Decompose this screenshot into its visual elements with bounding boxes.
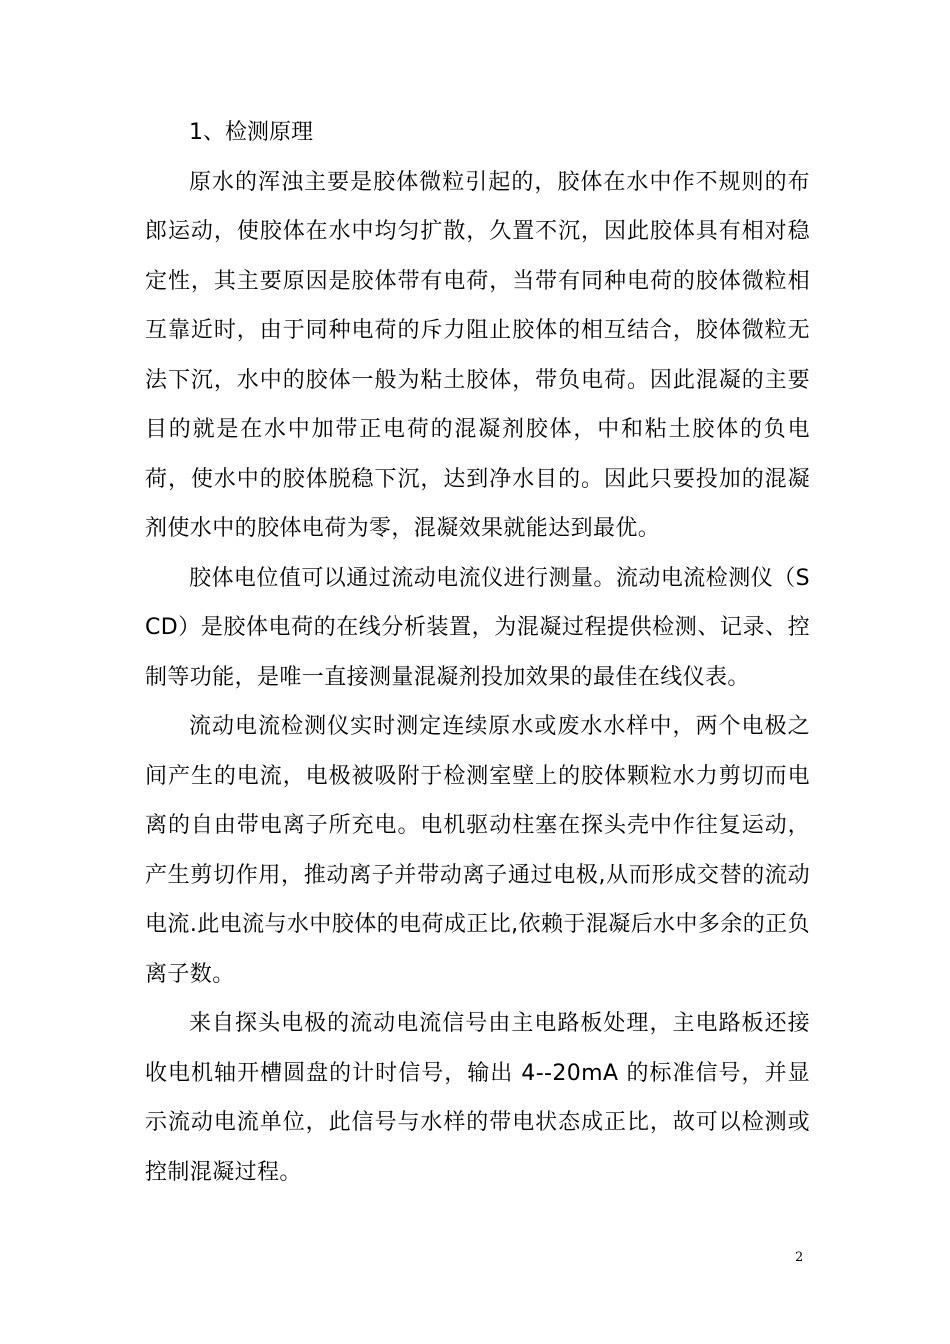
paragraph-measurement-mechanism: 流动电流检测仪实时测定连续原水或废水水样中，两个电极之间产生的电流，电极被吸附于检测室壁上的胶体颗粒水力剪切而电离的自由带电离子所充电。电机驱动柱塞在探头壳中作往复运动，产生剪切作用，推动离子并带动离子通过电极,从而形成交替的流动电流.此电流与水中胶体的电荷成正比,依赖于混凝后水中多余的正负离子数。	[145, 714, 810, 987]
paragraph-colloid-charge: 原水的浑浊主要是胶体微粒引起的，胶体在水中作不规则的布郎运动，使胶体在水中均匀扩散，久置不沉，因此胶体具有相对稳定性，其主要原因是胶体带有电荷，当带有同种电荷的胶体微粒相互靠近时，由于同种电荷的斥力阻止胶体的相互结合，胶体微粒无法下沉，水中的胶体一般为粘土胶体，带负电荷。因此混凝的主要目的就是在水中加带正电荷的混凝剂胶体，中和粘土胶体的负电荷，使水中的胶体脱稳下沉，达到净水目的。因此只要投加的混凝剂使水中的胶体电荷为零，混凝效果就能达到最优。	[145, 169, 810, 541]
page-number: 2	[795, 1250, 804, 1265]
paragraph-signal-processing: 来自探头电极的流动电流信号由主电路板处理，主电路板还接收电机轴开槽圆盘的计时信号，输出 4--20mA 的标准信号，并显示流动电流单位，此信号与水样的带电状态成正比，故可以检测或控制混凝过程。	[145, 1011, 810, 1185]
document-body	[145, 108, 810, 1197]
section-heading: 1、检测原理	[189, 120, 313, 145]
paragraph-scd-intro: 胶体电位值可以通过流动电流仪进行测量。流动电流检测仪（SCD）是胶体电荷的在线分析装置，为混凝过程提供检测、记录、控制等功能，是唯一直接测量混凝剂投加效果的最佳在线仪表。	[145, 565, 810, 690]
